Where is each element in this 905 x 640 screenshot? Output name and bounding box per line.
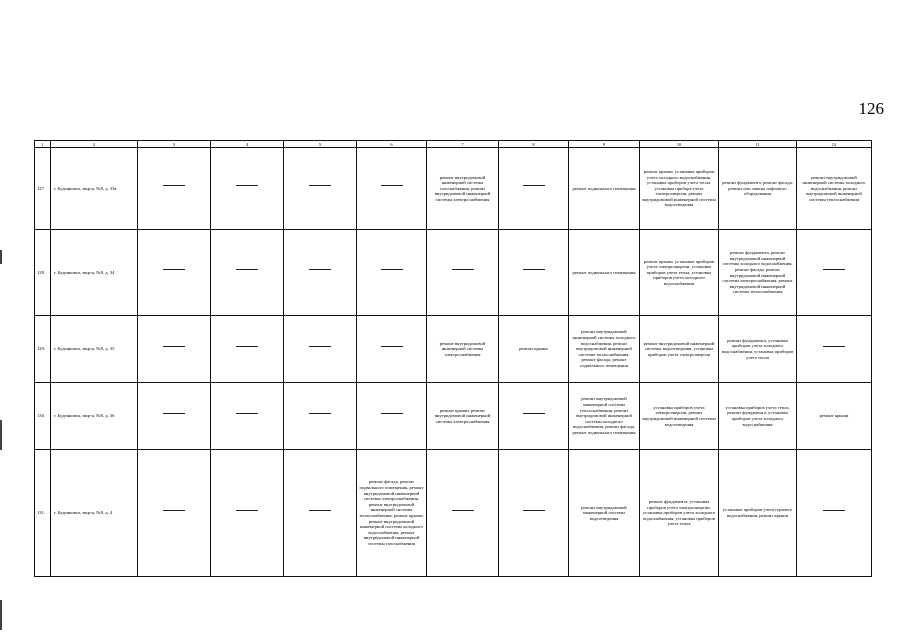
repair-schedule-table	[34, 140, 872, 577]
work-cell-c8	[499, 230, 569, 316]
empty-dash	[309, 346, 331, 353]
work-cell-c6	[357, 148, 427, 230]
empty-dash	[236, 269, 258, 276]
work-cell-c3	[138, 148, 211, 230]
work-cell-c8	[499, 383, 569, 450]
work-cell-c12: ремонт крыши	[797, 383, 872, 450]
column-number: 4	[211, 141, 284, 148]
work-cell-c8: ремонт крыши	[499, 316, 569, 383]
work-cell-c7: ремонт крыши, ремонт внутридомовой инженерной системы электроснабжения	[427, 383, 499, 450]
work-cell-c3	[138, 383, 211, 450]
empty-dash	[381, 346, 403, 353]
work-cell-c3	[138, 450, 211, 577]
column-number: 12	[797, 141, 872, 148]
work-cell-c10: установка приборов учета электроэнергии, ремонт внутридомовой инженерной системы водоотведения	[640, 383, 719, 450]
row-number: 130.	[35, 383, 51, 450]
empty-dash	[163, 185, 185, 192]
work-cell-c12: ремонт внутридомовой инженерной системы холодного водоснабжения, ремонт внутридомовой инженерной системы теплоснабжения	[797, 148, 872, 230]
table-row	[35, 316, 872, 383]
empty-dash	[452, 269, 474, 276]
address-cell: г. Буденновск, мкр-н. №8, д. 35	[51, 316, 138, 383]
column-number: 1	[35, 141, 51, 148]
work-cell-c5	[284, 230, 357, 316]
work-cell-c12	[797, 450, 872, 577]
work-cell-c11: установка приборов учета тепла, ремонт фундамента, установка приборов учета холодного водоснабжения	[719, 383, 797, 450]
row-number: 127.	[35, 148, 51, 230]
empty-dash	[381, 185, 403, 192]
column-number: 10	[640, 141, 719, 148]
work-cell-c7: ремонт внутридомовой инженерной системы газоснабжения, ремонт внутридомовой инженерной системы электроснабжения	[427, 148, 499, 230]
empty-dash	[163, 510, 185, 517]
empty-dash	[236, 413, 258, 420]
work-cell-c11: ремонт фундамента, ремонт фасада, ремонт или замена лифтового оборудования	[719, 148, 797, 230]
address-cell: г. Буденновск, мкр-н. №8, д. 36	[51, 383, 138, 450]
empty-dash	[381, 413, 403, 420]
work-cell-c11: ремонт фундамента, ремонт внутридомовой инженерной системы холодного водоснабжения, ремонт фасада, ремонт внутридомовой инженерной системы электроснабжения, ремонт внутридомовой инженерной системы теплоснабжения	[719, 230, 797, 316]
work-cell-c6	[357, 316, 427, 383]
work-cell-c3	[138, 230, 211, 316]
work-cell-c10: ремонт крыши, установка приборов учета электроэнергии, установка приборов учета тепла, установка приборов учета холодного водоснабжения	[640, 230, 719, 316]
empty-dash	[236, 185, 258, 192]
column-number-row	[35, 141, 872, 148]
empty-dash	[163, 346, 185, 353]
scan-edge-mark	[0, 420, 2, 450]
work-cell-c10: ремонт внутридомовой инженерной системы водоотведения, установка приборов учета электроэнергии	[640, 316, 719, 383]
row-number: 128.	[35, 230, 51, 316]
row-number: 129.	[35, 316, 51, 383]
work-cell-c5	[284, 383, 357, 450]
work-cell-c7	[427, 230, 499, 316]
column-number: 5	[284, 141, 357, 148]
empty-dash	[309, 413, 331, 420]
work-cell-c8	[499, 148, 569, 230]
empty-dash	[523, 510, 545, 517]
work-cell-c6: ремонт фасада, ремонт подвального помещения, ремонт внутридомовой инженерной системы электроснабжения, ремонт внутридомовой инженерной системы теплоснабжения, ремонт крыши, ремонт внутридомовой инженерной системы холодного водоснабжения, ремонт внутридомовой инженерной системы газоснабжения	[357, 450, 427, 577]
empty-dash	[381, 269, 403, 276]
page-number: 126	[858, 99, 884, 118]
column-number: 6	[357, 141, 427, 148]
work-cell-c9: ремонт подвального помещения	[569, 230, 640, 316]
work-cell-c9: ремонт внутридомовой инженерной системы холодного водоснабжения, ремонт внутридомовой инженерной системы теплоснабжения, ремонт фасада, ремонт подвального помещения	[569, 316, 640, 383]
scan-edge-mark	[0, 250, 2, 264]
work-cell-c4	[211, 148, 284, 230]
empty-dash	[309, 510, 331, 517]
work-cell-c3	[138, 316, 211, 383]
work-cell-c6	[357, 383, 427, 450]
empty-dash	[823, 269, 845, 276]
empty-dash	[823, 510, 845, 517]
column-number: 8	[499, 141, 569, 148]
address-cell: г. Буденновск, мкр-н. №8, д. 4	[51, 450, 138, 577]
table-row	[35, 383, 872, 450]
work-cell-c4	[211, 230, 284, 316]
work-cell-c5	[284, 148, 357, 230]
empty-dash	[523, 413, 545, 420]
empty-dash	[309, 185, 331, 192]
work-cell-c4	[211, 316, 284, 383]
empty-dash	[309, 269, 331, 276]
work-cell-c6	[357, 230, 427, 316]
table-row	[35, 450, 872, 577]
work-cell-c9: ремонт внутридомовой инженерной системы водоотведения	[569, 450, 640, 577]
work-cell-c12	[797, 316, 872, 383]
work-cell-c11: ремонт фундамента, установка приборов учета холодного водоснабжения, установка приборов учета тепла	[719, 316, 797, 383]
table-row	[35, 148, 872, 230]
work-cell-c10: ремонт фундамента, установка приборов учета электроэнергии, установка приборов учета холодного водоснабжения, установка приборов учета тепла	[640, 450, 719, 577]
column-number: 3	[138, 141, 211, 148]
empty-dash	[523, 269, 545, 276]
address-cell: г. Буденновск, мкр-н. №8, д. 34	[51, 230, 138, 316]
empty-dash	[163, 413, 185, 420]
column-number: 11	[719, 141, 797, 148]
address-cell: г. Буденновск, мкр-н. №8, д. 33а	[51, 148, 138, 230]
work-cell-c10: ремонт крыши, установка приборов учета холодного водоснабжения, установка приборов учета тепла, установка прибора учета электроэнергии, ремонт внутридомовой инженерной системы водоотведения	[640, 148, 719, 230]
scan-edge-mark	[0, 600, 2, 630]
work-cell-c7: ремонт внутридомовой инженерной системы электроснабжения	[427, 316, 499, 383]
work-cell-c4	[211, 383, 284, 450]
work-cell-c4	[211, 450, 284, 577]
empty-dash	[236, 346, 258, 353]
work-cell-c9: ремонт внутридомовой инженерной системы теплоснабжения, ремонт внутридомовой инженерной системы холодного водоснабжения, ремонт фасада, ремонт подвального помещения	[569, 383, 640, 450]
work-cell-c7	[427, 450, 499, 577]
empty-dash	[163, 269, 185, 276]
work-cell-c8	[499, 450, 569, 577]
row-number: 131.	[35, 450, 51, 577]
column-number: 2	[51, 141, 138, 148]
work-cell-c5	[284, 450, 357, 577]
work-cell-c5	[284, 316, 357, 383]
work-cell-c11: установка приборов учета горячего водоснабжения, ремонт крыши	[719, 450, 797, 577]
work-cell-c12	[797, 230, 872, 316]
column-number: 9	[569, 141, 640, 148]
work-cell-c9: ремонт подвального помещения	[569, 148, 640, 230]
table-row	[35, 230, 872, 316]
column-number: 7	[427, 141, 499, 148]
empty-dash	[523, 185, 545, 192]
empty-dash	[823, 346, 845, 353]
empty-dash	[236, 510, 258, 517]
empty-dash	[452, 510, 474, 517]
